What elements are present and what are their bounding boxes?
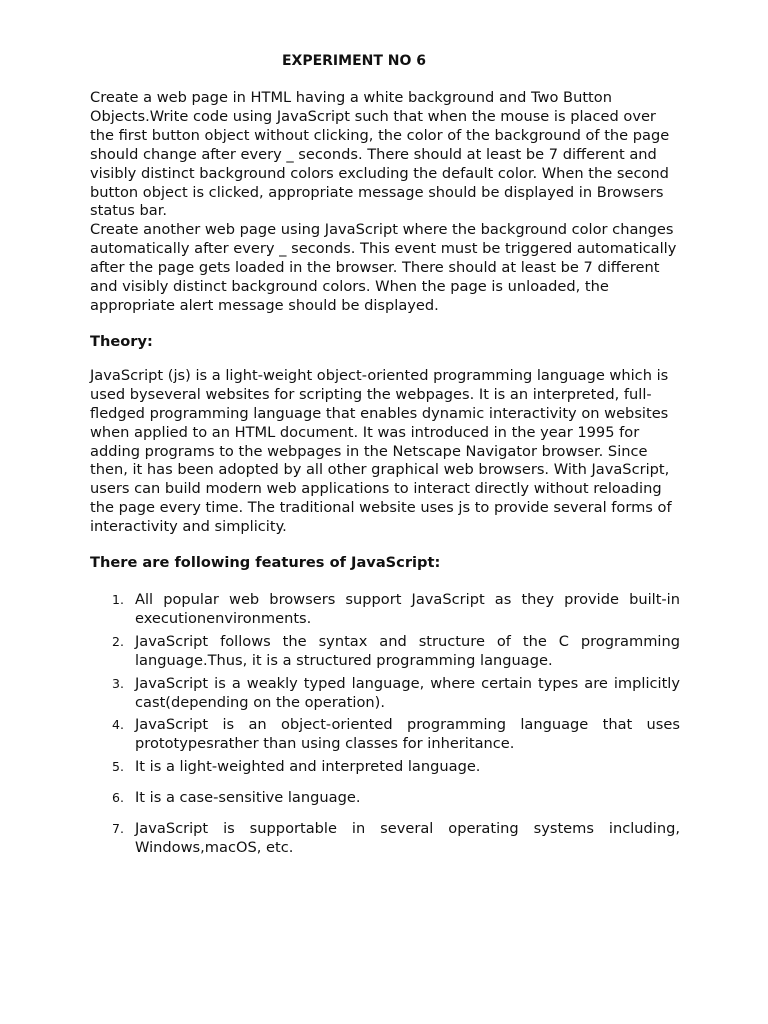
- list-item-text: JavaScript is a weakly typed language, where certain types are implicitly cast(depending on the operation).: [135, 674, 680, 711]
- document-page: [90, 52, 680, 862]
- list-item-text: JavaScript is an object-oriented programming language that uses prototypesrather than using classes for inheritance.: [135, 716, 680, 753]
- list-item: [90, 675, 680, 713]
- list-item-number: 3.: [112, 675, 124, 691]
- list-item-text: It is a case-sensitive language.: [135, 789, 361, 807]
- list-item-text: It is a light-weighted and interpreted language.: [135, 758, 481, 776]
- theory-paragraph: JavaScript (js) is a light-weight object-oriented programming language which is used byseveral websites for scripting the webpages. It is an interpreted, full-fledged programming language that enables dynamic interactivity on websites when applied to an HTML document. It was introduced in the year 1995 for adding programs to the webpages in the Netscape Navigator browser. Since then, it has been adopted by all other graphical web browsers. With JavaScript, users can build modern web applications to interact directly without reloading the page every time. The traditional website uses js to provide several forms of interactivity and simplicity.: [90, 366, 672, 536]
- list-item: [90, 820, 680, 858]
- list-item-text: All popular web browsers support JavaScript as they provide built-in executionenvironments.: [135, 591, 680, 627]
- list-item: [90, 591, 680, 629]
- list-item: [90, 633, 680, 671]
- list-item: [90, 758, 680, 777]
- list-item-number: 4.: [112, 717, 124, 733]
- list-item-number: 5.: [112, 759, 124, 775]
- features-list: [90, 591, 680, 858]
- features-heading: There are following features of JavaScript:: [90, 554, 441, 572]
- list-item-number: 7.: [112, 821, 124, 837]
- list-item: [90, 716, 680, 754]
- list-item-number: 1.: [112, 592, 124, 608]
- intro-paragraph-2: Create another web page using JavaScript where the background color changes automatically after every _ seconds. This event must be triggered automatically after the page gets loaded in the browser. There should at least be 7 different and visibly distinct background colors. When the page is unloaded, the appropriate alert message should be displayed.: [90, 221, 677, 314]
- list-item-number: 2.: [112, 633, 124, 649]
- intro-paragraph-1: Create a web page in HTML having a white background and Two Button Objects.Write code using JavaScript such that when the mouse is placed over the first button object without clicking, the color of the background of the page should change after every _ seconds. There should at least be 7 different and visibly distinct background colors excluding the default color. When the second button object is clicked, appropriate message should be displayed in Browsers status bar.: [90, 89, 670, 220]
- list-item: [90, 789, 680, 808]
- theory-heading: Theory:: [90, 332, 153, 350]
- list-item-number: 6.: [112, 790, 124, 806]
- list-item-text: JavaScript is supportable in several operating systems including, Windows,macOS, etc.: [135, 820, 680, 856]
- list-item-text: JavaScript follows the syntax and structure of the C programming language.Thus, it is a structured programming language.: [135, 632, 680, 669]
- experiment-title: EXPERIMENT NO 6: [281, 53, 427, 69]
